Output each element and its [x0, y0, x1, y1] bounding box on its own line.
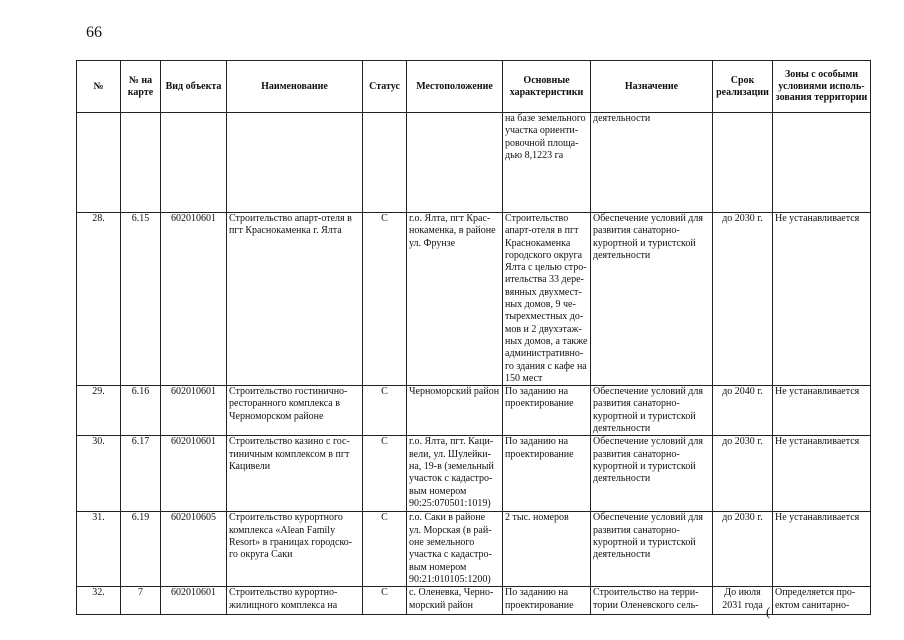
cell-empty [161, 113, 227, 213]
table-header-row [77, 61, 871, 113]
header-object-type: Вид объекта [161, 61, 227, 113]
cell-empty [121, 113, 161, 213]
cell-purpose: Обеспечение условий для развития санаторно- курортной и туристской деятельности [591, 213, 713, 386]
cell-object-type: 602010601 [161, 386, 227, 436]
cell-status: С [363, 436, 407, 512]
cell-name: Строительство курортного комплекса «Alean Family Resort» в границах городско- го округа Саки [227, 512, 363, 587]
cell-object-type: 602010605 [161, 512, 227, 587]
cell-location: с. Оленевка, Черно- морский район [407, 587, 503, 615]
cell-name: Строительство гостинично- ресторанного комплекса в Черноморском районе [227, 386, 363, 436]
cell-purpose: деятельности [591, 113, 713, 213]
cell-name: Строительство казино с гос- тиничным комплексом в пгт Кацивели [227, 436, 363, 512]
cell-empty [713, 113, 773, 213]
cell-status: С [363, 213, 407, 386]
cell-term: до 2030 г. [713, 436, 773, 512]
cell-num: 30. [77, 436, 121, 512]
objects-table [76, 60, 871, 615]
table-row [77, 512, 871, 587]
table-row [77, 213, 871, 386]
table-row [77, 587, 871, 615]
cell-status: С [363, 587, 407, 615]
cell-characteristics: Строительство апарт-отеля в пгт Краснокаменка городского округа Ялта с целью стро- ительства 33 дере- вянных двухмест- ных домов, 9 че- тырехместных до- мов и 2 двухэтаж- ных домов, а также административно- го здания с кафе на 150 мест [503, 213, 591, 386]
cell-empty [227, 113, 363, 213]
cell-zones: Не устанавливается [773, 436, 871, 512]
cell-empty [407, 113, 503, 213]
cell-characteristics: По заданию на проектирование [503, 386, 591, 436]
cell-object-type: 602010601 [161, 587, 227, 615]
cell-purpose: Обеспечение условий для развития санаторно- курортной и туристской деятельности [591, 512, 713, 587]
cell-characteristics: По заданию на проектирование [503, 587, 591, 615]
cell-zones: Определяется про- ектом санитарно- [773, 587, 871, 615]
cell-num: 31. [77, 512, 121, 587]
table-row-continuation [77, 113, 871, 213]
cell-term: до 2030 г. [713, 213, 773, 386]
cell-object-type: 602010601 [161, 436, 227, 512]
cell-map-num: 7 [121, 587, 161, 615]
cell-map-num: 6.19 [121, 512, 161, 587]
cell-status: С [363, 512, 407, 587]
cell-num: 32. [77, 587, 121, 615]
cell-purpose: Строительство на терри- тории Оленевского сель- [591, 587, 713, 615]
cell-zones: Не устанавливается [773, 386, 871, 436]
cell-location: г.о. Саки в районе ул. Морская (в рай- оне земельного участка с кадастро- вым номером 90:21:010105:1200) [407, 512, 503, 587]
cell-object-type: 602010601 [161, 213, 227, 386]
cell-map-num: 6.17 [121, 436, 161, 512]
cell-zones: Не устанавливается [773, 512, 871, 587]
cell-term: До июля 2031 года [713, 587, 773, 615]
cell-term: до 2040 г. [713, 386, 773, 436]
cell-characteristics: По заданию на проектирование [503, 436, 591, 512]
cell-location: г.о. Ялта, пгт Крас- нокаменка, в районе ул. Фрунзе [407, 213, 503, 386]
cell-empty [363, 113, 407, 213]
page-number: 66 [86, 24, 102, 41]
cell-name: Строительство апарт-отеля в пгт Краснокаменка г. Ялта [227, 213, 363, 386]
cell-purpose: Обеспечение условий для развития санаторно- курортной и туристской деятельности [591, 386, 713, 436]
header-status: Статус [363, 61, 407, 113]
cell-map-num: 6.16 [121, 386, 161, 436]
cell-location: Черноморский район [407, 386, 503, 436]
cell-num: 28. [77, 213, 121, 386]
cell-location: г.о. Ялта, пгт. Каци- вели, ул. Шулейки- на, 19-в (земельный участок с кадастро- вым номером 90:25:070501:1019) [407, 436, 503, 512]
cell-num: 29. [77, 386, 121, 436]
cell-characteristics: на базе земельного участка ориенти- ровочной площа- дью 8,1223 га [503, 113, 591, 213]
header-num: № [77, 61, 121, 113]
header-purpose: Назначение [591, 61, 713, 113]
header-term: Срок реализации [713, 61, 773, 113]
cell-purpose: Обеспечение условий для развития санаторно- курортной и туристской деятельности [591, 436, 713, 512]
header-characteristics: Основные характеристики [503, 61, 591, 113]
header-location: Местоположение [407, 61, 503, 113]
cell-term: до 2030 г. [713, 512, 773, 587]
cell-name: Строительство курортно- жилищного комплекса на [227, 587, 363, 615]
cell-empty [773, 113, 871, 213]
header-map-num: № на карте [121, 61, 161, 113]
cell-characteristics: 2 тыс. номеров [503, 512, 591, 587]
table-row [77, 386, 871, 436]
stray-mark: ( [766, 604, 771, 619]
header-name: Наименование [227, 61, 363, 113]
cell-status: С [363, 386, 407, 436]
table-row [77, 436, 871, 512]
cell-zones: Не устанавливается [773, 213, 871, 386]
header-zones: Зоны с особыми условиями исполь- зования территории [773, 61, 871, 113]
cell-map-num: 6.15 [121, 213, 161, 386]
cell-empty [77, 113, 121, 213]
